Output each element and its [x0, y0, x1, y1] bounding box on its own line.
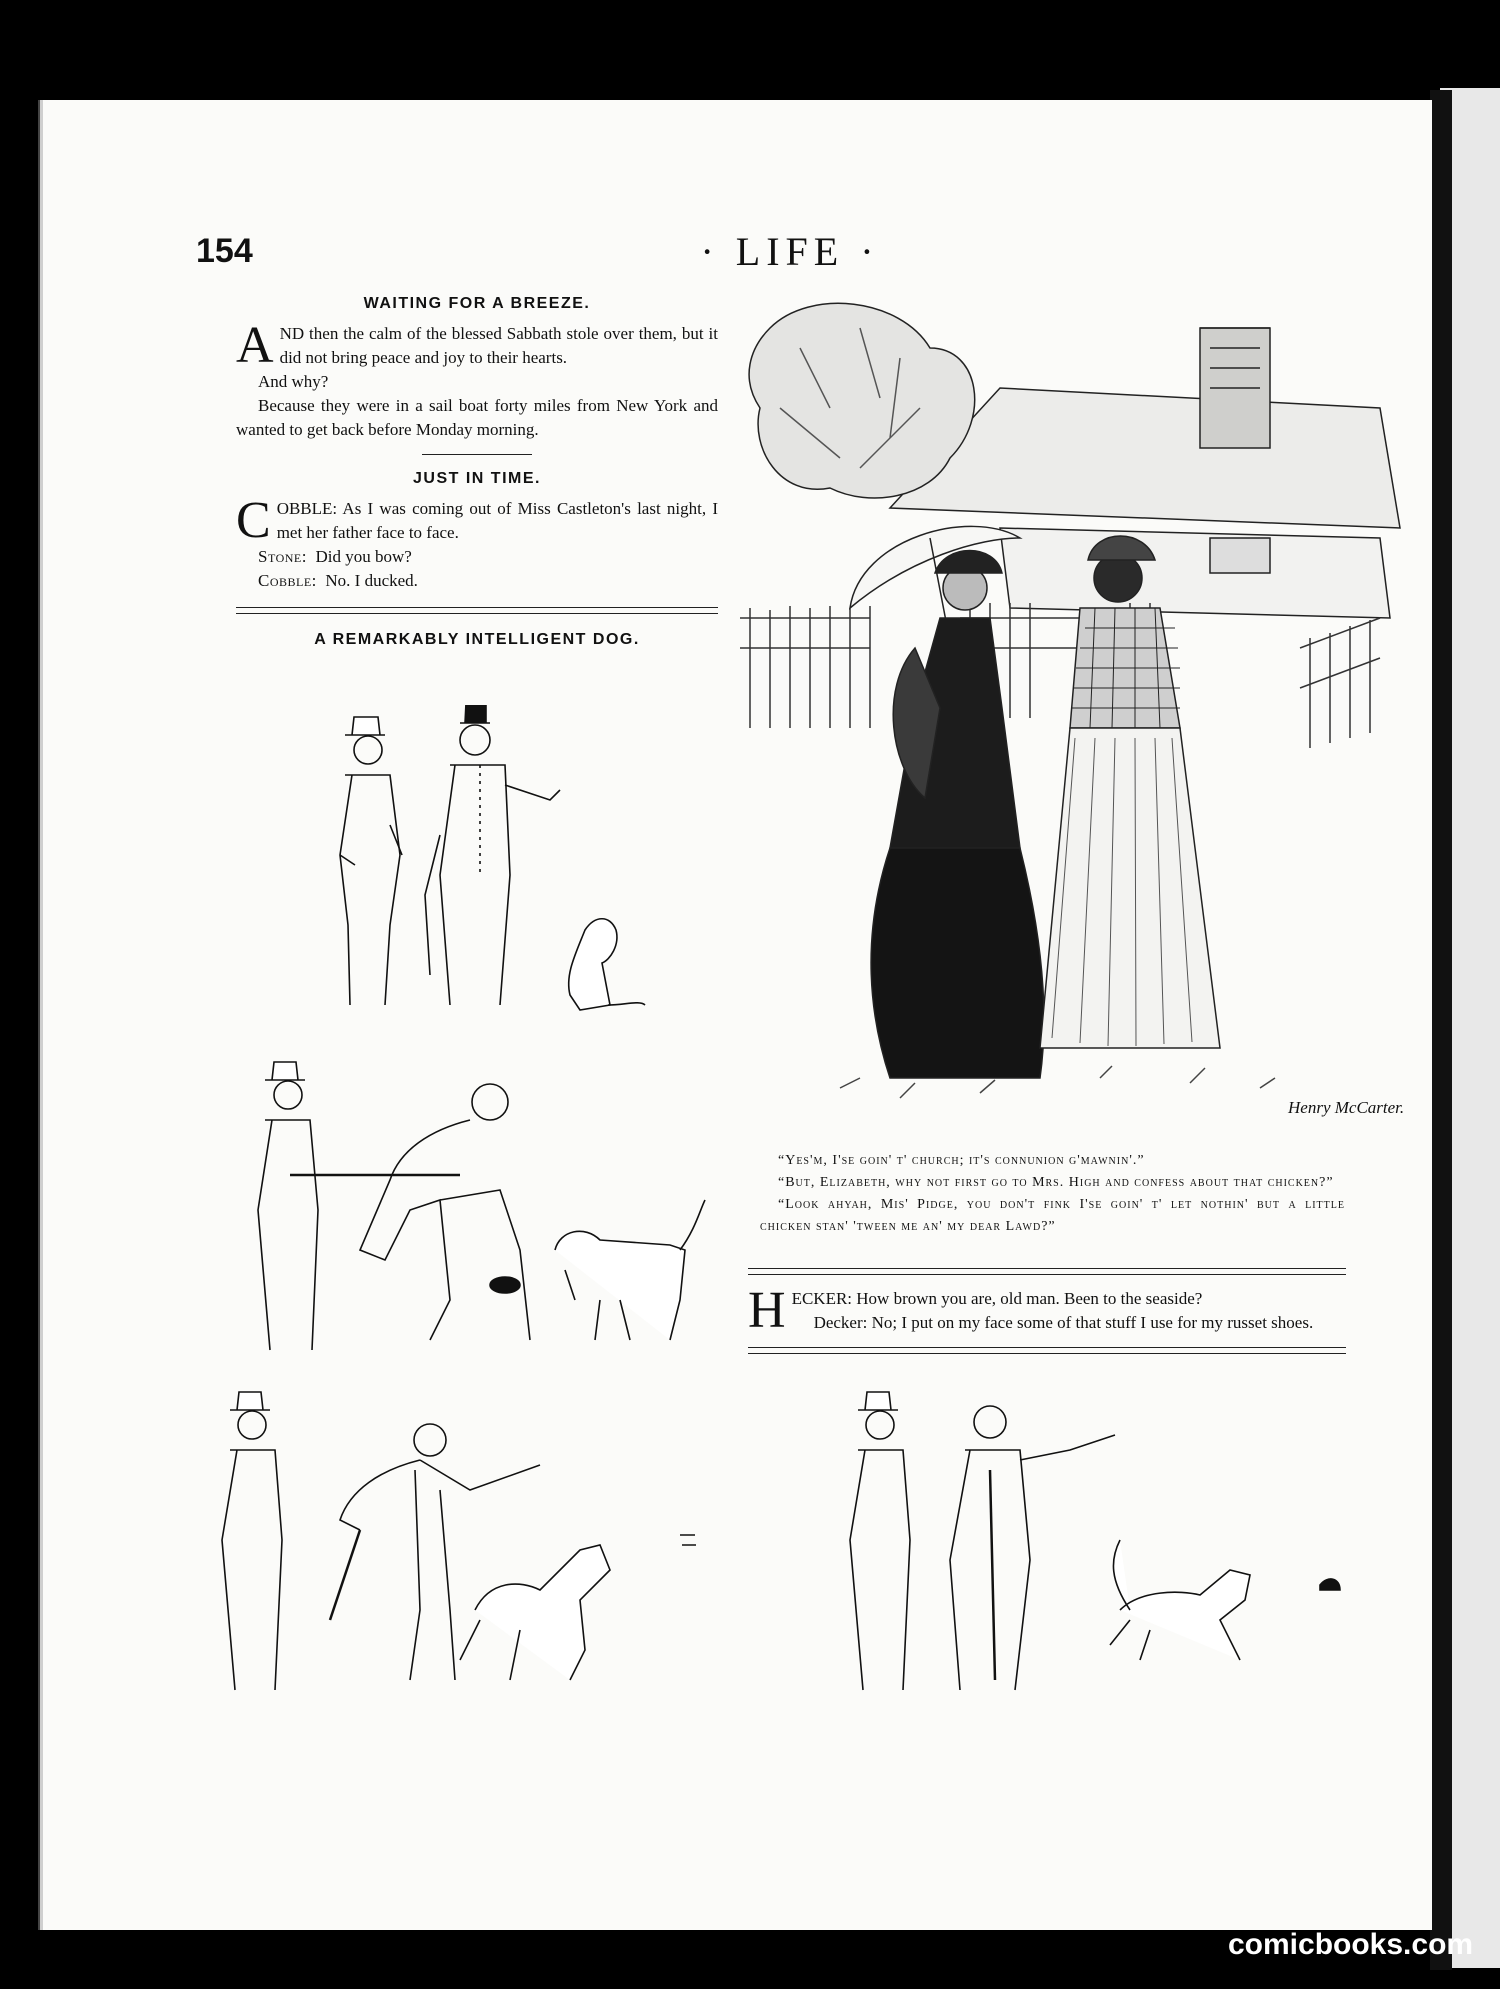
hecker-section [748, 1268, 1346, 1354]
dog-panel-1 [290, 705, 650, 1025]
caption-line-3: “Look ahyah, Mis' Pidge, you don't fink I'se goin' t' let nothin' but a little chicken stan' 'tween me an' my dear Lawd?” [760, 1197, 1345, 1234]
binding-spine [1430, 90, 1452, 1970]
dropcap-a: A [236, 317, 274, 374]
caption-line-1: “Yes'm, I'se goin' t' church; it's connunion g'mawnin'.” [778, 1153, 1145, 1168]
dropcap-c: C [236, 492, 271, 549]
left-column [236, 292, 718, 658]
waiting-para-2: And why? [258, 372, 329, 391]
cobble-speaker: Cobble: [258, 571, 317, 590]
artist-signature: Henry McCarter. [1288, 1098, 1405, 1117]
dog-panel-2 [200, 1050, 720, 1360]
just-in-time-title: JUST IN TIME. [413, 470, 541, 487]
main-illustration [740, 288, 1430, 1128]
dog-panel-4 [800, 1380, 1360, 1710]
cobble-reply [236, 569, 718, 593]
stone-text: Did you bow? [315, 547, 412, 566]
short-divider [422, 454, 532, 455]
watermark: comicbooks.com [1228, 1928, 1474, 1961]
waiting-para-3: Because they were in a sail boat forty miles from New York and wanted to get back before Monday morning. [236, 396, 718, 439]
masthead-title: · LIFE · [700, 229, 880, 274]
stone-speaker: Stone: [258, 547, 307, 566]
caption-line-2: “But, Elizabeth, why not first go to Mrs. High and confess about that chicken?” [778, 1175, 1334, 1190]
hecker-bottom-rule [748, 1347, 1346, 1354]
dog-panel-3 [190, 1380, 710, 1710]
waiting-para-1 [236, 317, 718, 374]
illustration-caption [760, 1150, 1345, 1238]
hecker-line-text: ECKER: How brown you are, old man. Been to the seaside? [791, 1289, 1203, 1308]
cobble-line-text: OBBLE: As I was coming out of Miss Castleton's last night, I met her father face to face. [276, 499, 718, 542]
dog-title: A REMARKABLY INTELLIGENT DOG. [314, 631, 640, 648]
cobble-line [236, 492, 718, 549]
cobble-reply-text: No. I ducked. [325, 571, 418, 590]
stone-line [236, 545, 718, 569]
section-divider [236, 607, 718, 614]
waiting-para-1-text: ND then the calm of the blessed Sabbath stole over them, but it did not bring peace and joy to their hearts. [279, 324, 718, 367]
dropcap-h: H [748, 1282, 786, 1339]
hecker-top-rule [748, 1268, 1346, 1275]
page-number: 154 [196, 232, 253, 270]
decker-line: Decker: No; I put on my face some of that stuff I use for my russet shoes. [813, 1313, 1314, 1332]
waiting-title: WAITING FOR A BREEZE. [363, 295, 591, 312]
